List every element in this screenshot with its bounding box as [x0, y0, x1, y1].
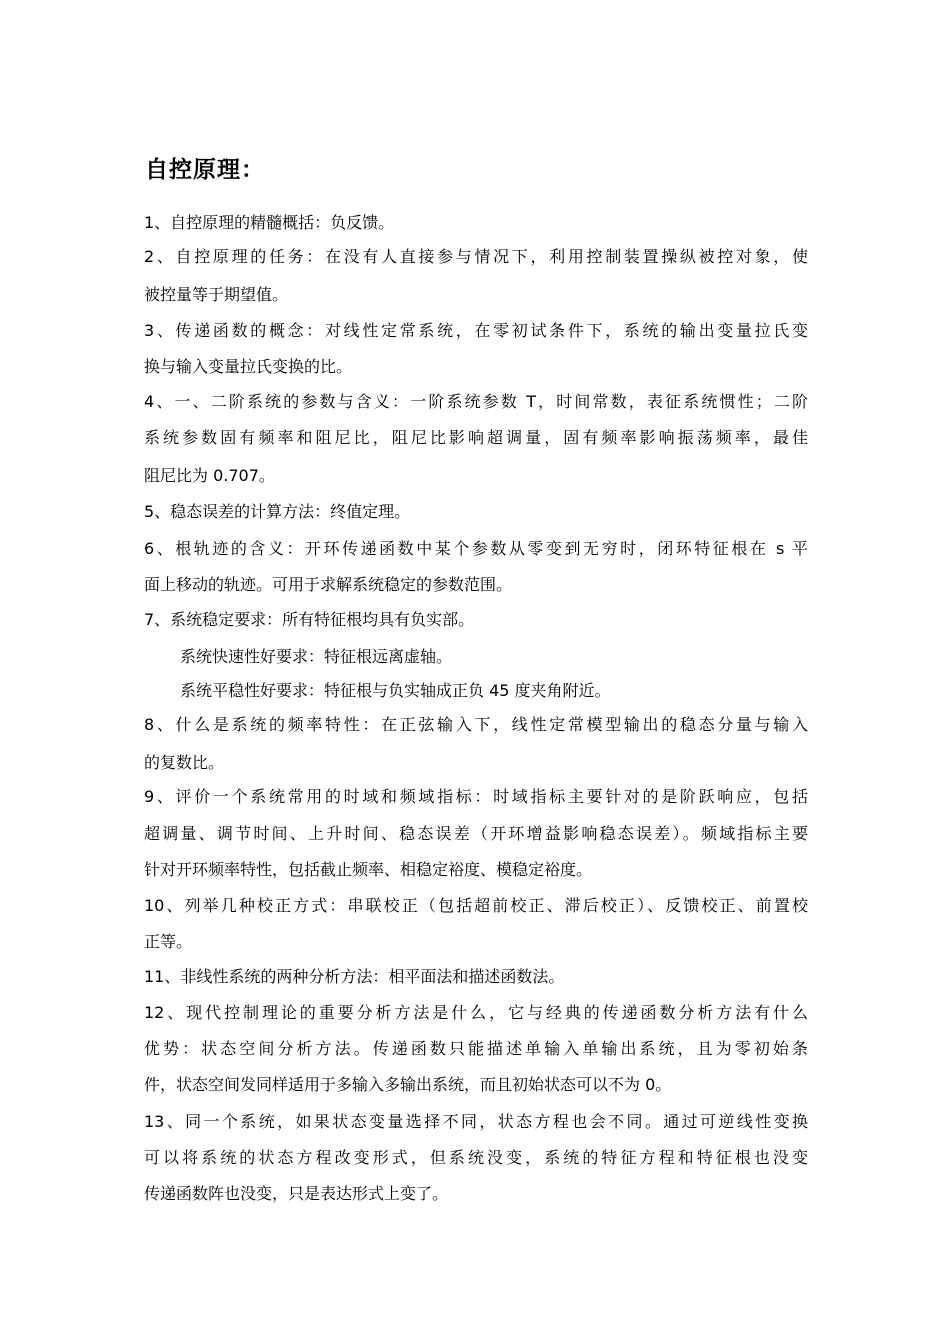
text-line-item-3: 3、传递函数的概念：对线性定常系统，在零初试条件下，系统的输出变量拉氏变: [144, 321, 808, 340]
document-title: 自控原理：: [145, 157, 265, 183]
text-line: 针对开环频率特性，包括截止频率、相稳定裕度、模稳定裕度。: [144, 860, 593, 879]
text-line-item-2: 2、自控原理的任务：在没有人直接参与情况下，利用控制装置操纵被控对象，使: [144, 247, 808, 266]
text-line-item-11: 11、非线性系统的两种分析方法：相平面法和描述函数法。: [144, 967, 565, 986]
text-line: 换与输入变量拉氏变换的比。: [144, 357, 353, 376]
text-line: 件，状态空间发同样适用于多输入多输出系统，而且初始状态可以不为 0。: [144, 1075, 672, 1094]
text-line-item-8: 8、什么是系统的频率特性：在正弦输入下，线性定常模型输出的稳态分量与输入: [144, 715, 808, 734]
text-line: 传递函数阵也没变，只是表达形式上变了。: [144, 1184, 449, 1203]
text-line-item-7: 7、系统稳定要求：所有特征根均具有负实部。: [144, 610, 475, 629]
text-line: 被控量等于期望值。: [144, 285, 289, 304]
text-line: 超调量、调节时间、上升时间、稳态误差（开环增益影响稳态误差）。频域指标主要: [144, 824, 808, 843]
text-line-item-5: 5、稳态误差的计算方法：终值定理。: [144, 502, 411, 521]
text-line-item-13: 13、同一个系统，如果状态变量选择不同，状态方程也会不同。通过可逆线性变换: [144, 1112, 808, 1131]
text-line-item-4: 4、一、二阶系统的参数与含义：一阶系统参数 T，时间常数，表征系统惯性；二阶: [144, 392, 808, 411]
text-line-item-9: 9、评价一个系统常用的时域和频域指标：时域指标主要针对的是阶跃响应，包括: [144, 787, 808, 806]
text-line: 的复数比。: [144, 753, 225, 772]
text-line-item-1: 1、自控原理的精髓概括：负反馈。: [144, 213, 395, 232]
text-line-item-12: 12、现代控制理论的重要分析方法是什么，它与经典的传递函数分析方法有什么: [144, 1003, 808, 1022]
text-line: 可以将系统的状态方程改变形式，但系统没变，系统的特征方程和特征根也没变: [144, 1148, 808, 1167]
text-line: 阻尼比为 0.707。: [144, 466, 275, 485]
text-line: 优势：状态空间分析方法。传递函数只能描述单输入单输出系统，且为零初始条: [144, 1039, 808, 1058]
text-line-sub-item: 系统快速性好要求：特征根远离虚轴。: [180, 647, 453, 666]
text-line: 系统参数固有频率和阻尼比，阻尼比影响超调量，固有频率影响振荡频率，最佳: [144, 428, 808, 447]
text-line-sub-item: 系统平稳性好要求：特征根与负实轴成正负 45 度夹角附近。: [180, 681, 611, 700]
text-line-item-6: 6、根轨迹的含义：开环传递函数中某个参数从零变到无穷时，闭环特征根在 s 平: [144, 539, 808, 558]
text-line-item-10: 10、列举几种校正方式：串联校正（包括超前校正、滞后校正）、反馈校正、前置校: [144, 896, 808, 915]
text-line: 面上移动的轨迹。可用于求解系统稳定的参数范围。: [144, 575, 513, 594]
text-line: 正等。: [144, 932, 193, 951]
